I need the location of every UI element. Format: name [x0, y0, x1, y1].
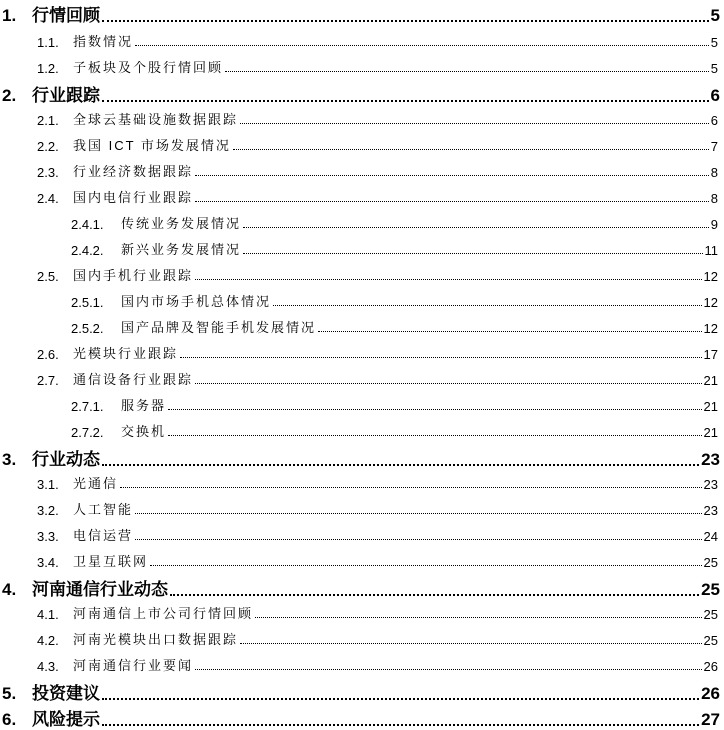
toc-entry-2-4[interactable] [0, 184, 724, 206]
toc-number: 3.2. [37, 503, 59, 518]
dot-leader [195, 279, 702, 280]
toc-page-number: 12 [703, 295, 718, 310]
dot-leader [102, 698, 699, 700]
toc-title[interactable]: 新兴业务发展情况 [121, 242, 242, 257]
toc-number: 2.7. [37, 373, 59, 388]
toc-number: 4.1. [37, 607, 59, 622]
toc-page-number: 12 [703, 269, 718, 284]
toc-entry-3-2[interactable] [0, 496, 724, 518]
toc-title[interactable]: 通信设备行业跟踪 [73, 372, 194, 387]
dot-leader [255, 617, 702, 618]
toc-page-number: 25 [703, 555, 718, 570]
toc-page-number: 25 [703, 633, 718, 648]
dot-leader [195, 201, 709, 202]
toc-number: 2.1. [37, 113, 59, 128]
toc-page-number: 5 [710, 61, 718, 76]
dot-leader [243, 253, 702, 254]
toc-title[interactable]: 光模块行业跟踪 [73, 346, 179, 361]
toc-number: 2.4. [37, 191, 59, 206]
toc-title[interactable]: 全球云基础设施数据跟踪 [73, 112, 239, 127]
toc-page-number: 21 [703, 425, 718, 440]
toc-entry-6[interactable] [0, 704, 724, 730]
toc-page-number: 25 [703, 607, 718, 622]
toc-title[interactable]: 国内市场手机总体情况 [121, 294, 272, 309]
toc-title[interactable]: 国内手机行业跟踪 [73, 268, 194, 283]
toc-number: 2.7.2. [71, 425, 104, 440]
toc-title[interactable]: 国内电信行业跟踪 [73, 190, 194, 205]
toc-title[interactable]: 卫星互联网 [73, 554, 149, 569]
dot-leader [135, 45, 709, 46]
dot-leader [240, 123, 709, 124]
toc-entry-2-5[interactable] [0, 262, 724, 284]
dot-leader [135, 539, 702, 540]
toc-number: 2.4.1. [71, 217, 104, 232]
toc-page-number: 17 [703, 347, 718, 362]
toc-title[interactable]: 传统业务发展情况 [121, 216, 242, 231]
toc-title[interactable]: 我国 ICT 市场发展情况 [73, 138, 231, 153]
toc-number: 2.5.1. [71, 295, 104, 310]
dot-leader [233, 149, 709, 150]
toc-entry-2-5-1[interactable] [0, 288, 724, 310]
toc-title[interactable]: 服务器 [121, 398, 167, 413]
toc-page-number: 25 [701, 580, 720, 599]
toc-number: 4.2. [37, 633, 59, 648]
toc-entry-3-4[interactable] [0, 548, 724, 570]
toc-title[interactable]: 河南通信行业要闻 [73, 658, 194, 673]
dot-leader [243, 227, 709, 228]
toc-entry-4-2[interactable] [0, 626, 724, 648]
toc-number: 2. [2, 86, 17, 105]
toc-number: 6. [2, 710, 17, 729]
toc-page-number: 21 [703, 399, 718, 414]
toc-entry-2-3[interactable] [0, 158, 724, 180]
toc-entry-2-1[interactable] [0, 106, 724, 128]
toc-title[interactable]: 行情回顾 [32, 6, 100, 25]
toc-page-number: 23 [703, 477, 718, 492]
toc-entry-1-1[interactable] [0, 28, 724, 50]
dot-leader [195, 383, 702, 384]
toc-page-number: 26 [703, 659, 718, 674]
toc-number: 2.4.2. [71, 243, 104, 258]
toc-page-number: 23 [703, 503, 718, 518]
toc-number: 1.1. [37, 35, 59, 50]
toc-page-number: 9 [710, 217, 718, 232]
dot-leader [168, 435, 702, 436]
toc-entry-2-2[interactable] [0, 132, 724, 154]
toc-entry-2-7-2[interactable] [0, 418, 724, 440]
toc-page-number: 23 [701, 450, 720, 469]
toc-title[interactable]: 电信运营 [73, 528, 134, 543]
toc-entry-4[interactable] [0, 574, 724, 600]
toc-number: 1. [2, 6, 17, 25]
toc-title[interactable]: 河南通信行业动态 [32, 580, 168, 599]
toc-page-number: 26 [701, 684, 720, 703]
toc-entry-3-1[interactable] [0, 470, 724, 492]
toc-title[interactable]: 光通信 [73, 476, 119, 491]
dot-leader [102, 20, 709, 22]
dot-leader [240, 643, 702, 644]
toc-title[interactable]: 国产品牌及智能手机发展情况 [121, 320, 317, 335]
toc-entry-2-6[interactable] [0, 340, 724, 362]
toc-number: 3.1. [37, 477, 59, 492]
toc-title[interactable]: 行业动态 [32, 450, 100, 469]
dot-leader [318, 331, 702, 332]
toc-title[interactable]: 河南通信上市公司行情回顾 [73, 606, 254, 621]
dot-leader [135, 513, 702, 514]
dot-leader [180, 357, 702, 358]
toc-title[interactable]: 行业跟踪 [32, 86, 100, 105]
dot-leader [195, 669, 702, 670]
toc-number: 3.4. [37, 555, 59, 570]
toc-title[interactable]: 子板块及个股行情回顾 [73, 60, 224, 75]
toc-number: 1.2. [37, 61, 59, 76]
toc-title[interactable]: 人工智能 [73, 502, 134, 517]
toc-number: 2.5. [37, 269, 59, 284]
toc-number: 2.6. [37, 347, 59, 362]
toc-page-number: 21 [703, 373, 718, 388]
toc-page-number: 24 [703, 529, 718, 544]
dot-leader [102, 100, 709, 102]
toc-entry-3[interactable] [0, 444, 724, 470]
toc-number: 2.3. [37, 165, 59, 180]
toc-entry-5[interactable] [0, 678, 724, 704]
toc-page-number: 5 [710, 35, 718, 50]
toc-number: 2.2. [37, 139, 59, 154]
dot-leader [273, 305, 702, 306]
dot-leader [170, 594, 699, 596]
toc-page-number: 6 [710, 86, 720, 105]
toc-page-number: 7 [710, 139, 718, 154]
toc-page-number: 8 [710, 191, 718, 206]
dot-leader [168, 409, 702, 410]
toc-entry-2-7-1[interactable] [0, 392, 724, 414]
toc-entry-1[interactable] [0, 0, 724, 26]
toc-page-number: 5 [710, 6, 720, 25]
toc-page-number: 11 [704, 243, 718, 258]
toc-title[interactable]: 风险提示 [32, 710, 100, 729]
toc-entry-2-4-2[interactable] [0, 236, 724, 258]
toc-entry-1-2[interactable] [0, 54, 724, 76]
dot-leader [102, 464, 699, 466]
dot-leader [120, 487, 702, 488]
dot-leader [225, 71, 709, 72]
toc-page-number: 27 [701, 710, 720, 729]
toc-number: 2.7.1. [71, 399, 104, 414]
toc-title[interactable]: 投资建议 [32, 684, 100, 703]
toc-page-number: 6 [710, 113, 718, 128]
toc-title[interactable]: 交换机 [121, 424, 167, 439]
toc-entry-2-7[interactable] [0, 366, 724, 388]
toc-entry-2-5-2[interactable] [0, 314, 724, 336]
toc-title[interactable]: 行业经济数据跟踪 [73, 164, 194, 179]
toc-number: 4. [2, 580, 17, 599]
toc-number: 5. [2, 684, 17, 703]
toc-page-number: 8 [710, 165, 718, 180]
toc-entry-4-3[interactable] [0, 652, 724, 674]
toc-entry-4-1[interactable] [0, 600, 724, 622]
toc-number: 4.3. [37, 659, 59, 674]
toc-number: 2.5.2. [71, 321, 104, 336]
toc-number: 3. [2, 450, 17, 469]
toc-title[interactable]: 河南光模块出口数据跟踪 [73, 632, 239, 647]
toc-entry-2-4-1[interactable] [0, 210, 724, 232]
toc-number: 3.3. [37, 529, 59, 544]
toc-entry-3-3[interactable] [0, 522, 724, 544]
toc-entry-2[interactable] [0, 80, 724, 106]
toc-page-number: 12 [703, 321, 718, 336]
toc-title[interactable]: 指数情况 [73, 34, 134, 49]
dot-leader [195, 175, 709, 176]
dot-leader [150, 565, 702, 566]
